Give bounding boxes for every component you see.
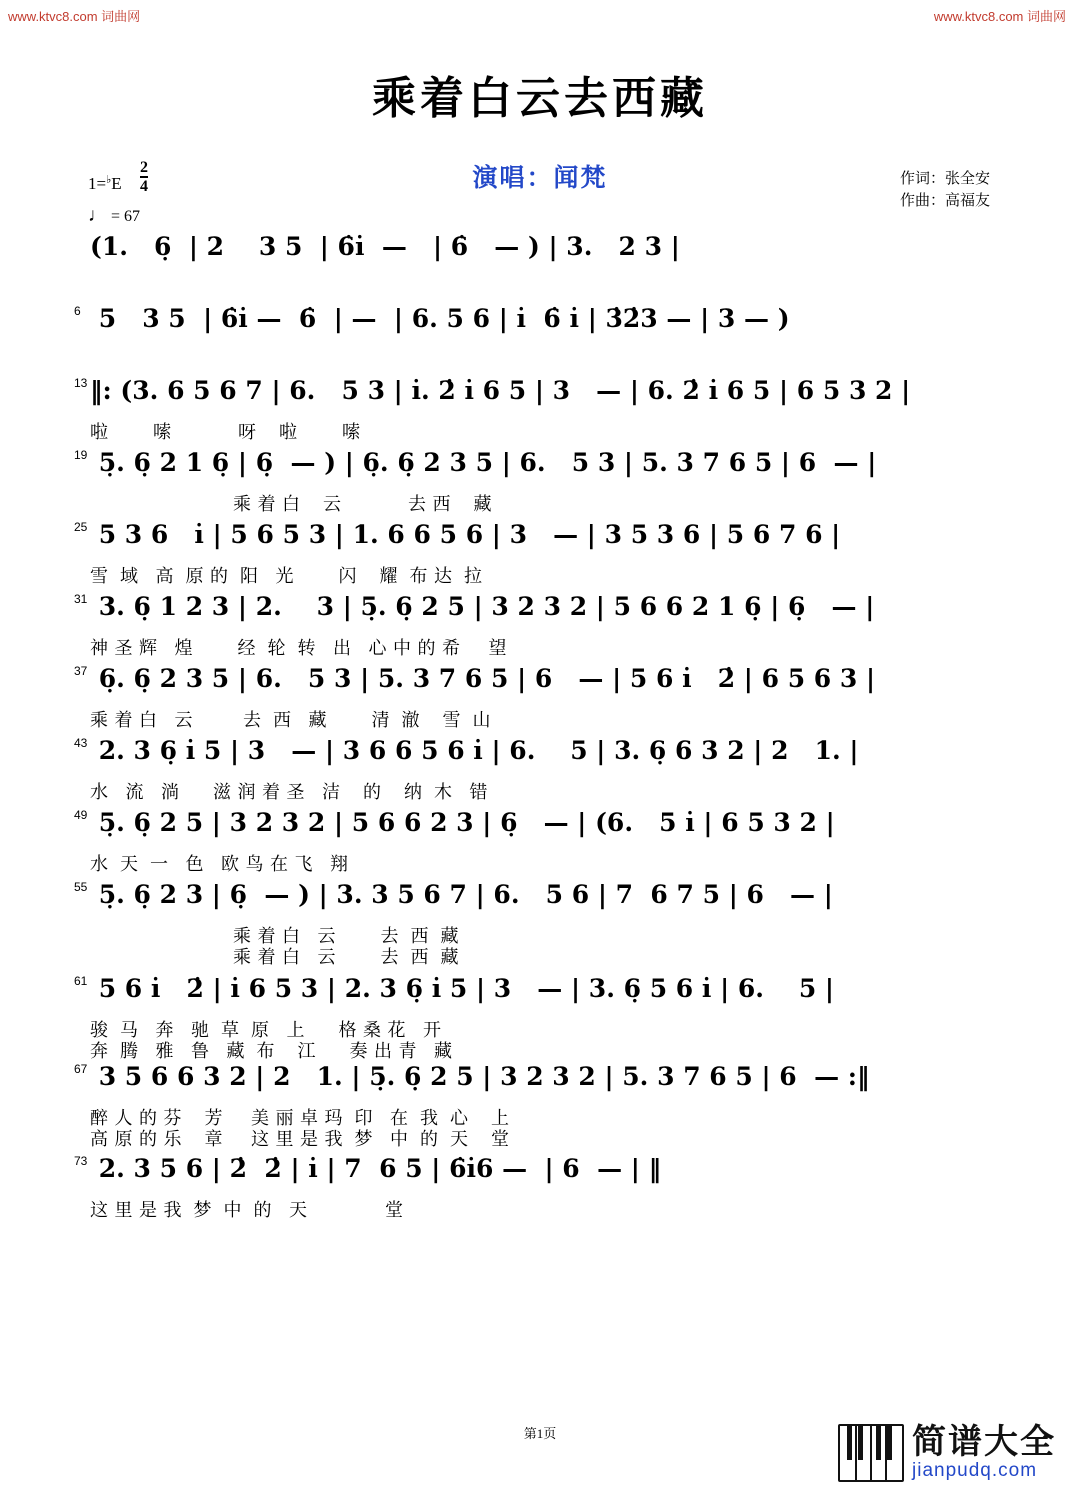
score-line [0,232,1080,304]
score-body [0,232,1080,1226]
lyrics-row: 骏 马 奔 驰 草 原 上 格 桑 花 开 [90,1020,442,1040]
credits [900,168,990,212]
lyrics-row-verse2: 乘 着 白 云 去 西 藏 [90,947,460,967]
notation-row: 5 3 6 i̇ | 5 6 5 3 | 1. 6 6 5 6 | 3 — | 3 5 3 6 | 5 6 7 6 | [90,520,841,549]
site-logo[interactable] [838,1424,1056,1482]
tempo-marking [88,205,140,227]
bar-number: 73 [74,1154,88,1168]
lyrics-row: 雪 域 高 原 的 阳 光 闪 耀 布 达 拉 [90,566,483,586]
watermark-right: www.ktvc8.com 词曲网 [933,9,1066,24]
bar-number: 31 [74,592,88,606]
composer-line: 作曲：高福友 [899,193,990,209]
lyrics-row-verse2: 奔 腾 雅 鲁 藏 布 江 奏 出 青 藏 [90,1041,453,1061]
page-footer: 第1页 [523,1426,557,1441]
bar-number: 67 [74,1062,88,1076]
bar-number: 25 [74,520,88,534]
lyrics-row: 这 里 是 我 梦 中 的 天 堂 [90,1200,404,1220]
key-label: 1= [88,174,107,193]
time-signature [140,160,148,195]
notation-row: 5 3 5 | 6̇i̇ — 6̇ | — | 6. 5 6 | i̇ 6̇ i̇ | 3̇2̇3 — | 3 — ) [90,304,790,333]
score-line [0,974,1080,1062]
score-line [0,520,1080,592]
score-line [0,880,1080,974]
watermark-left: www.ktvc8.com 词曲网 [8,9,141,24]
tempo-value: = 67 [111,208,141,225]
bar-number: 6 [74,304,81,318]
meter-denominator: 4 [139,178,148,195]
bar-number: 19 [74,448,88,462]
notation-row: 5 6 i̇ 2̇ | i̇ 6 5 3 | 2. 3 6̣ i̇ 5 | 3 — | 3. 6̣ 5 6 i̇ | 6. 5 | [90,974,835,1003]
key-accidental: ♭ [106,174,112,186]
lyrics-row: 乘 着 白 云 去 西 藏 [90,494,493,514]
lyrics-row: 神 圣 辉 煌 经 轮 转 出 心 中 的 希 望 [90,638,508,658]
page-title: 乘着白云去西藏 [372,73,708,124]
bar-number: 61 [74,974,88,988]
lyrics-row: 水 天 一 色 欧 鸟 在 飞 翔 [90,854,349,874]
notation-row: (1. 6̣ | 2 3 5 | 6̇i̇ — | 6̇ — ) | 3. 2 3 | [90,232,680,261]
notation-row: 3. 6̣ 1 2 3 | 2. 3 | 5̣. 6̣ 2 5 | 3 2 3 2 | 5 6 6 2 1 6̣ | 6̣ — | [90,592,875,621]
score-line [0,1062,1080,1154]
score-line [0,664,1080,736]
logo-title: 简谱大全 [912,1424,1056,1462]
bar-number: 49 [74,808,88,822]
lyrics-row: 水 流 淌 滋 润 着 圣 洁 的 纳 木 错 [90,782,489,802]
score-line [0,304,1080,376]
lyricist-line: 作词：张全安 [899,171,990,187]
lyrics-row: 乘 着 白 云 去 西 藏 清 澈 雪 山 [90,710,492,730]
score-line [0,736,1080,808]
lyrics-row: 乘 着 白 云 去 西 藏 [90,926,460,946]
key-signature [88,160,148,195]
lyrics-row: 啦 嗦 呀 啦 嗦 [90,422,361,442]
notation-row: 2. 3 6̣ i̇ 5 | 3 — | 3 6 6 5 6 i̇ | 6. 5 | 3. 6̣ 6 3 2 | 2 1. | [90,736,859,765]
singer-line: 演唱：闻梵 [472,165,608,192]
notation-row: 5̣. 6̣ 2 1 6̣ | 6̣ — ) | 6̣. 6̣ 2 3 5 | 6. 5 3 | 5. 3 7 6 5 | 6 — | [90,448,877,477]
bar-number: 43 [74,736,88,750]
meter-numerator: 2 [139,159,148,176]
logo-url: jianpudq.com [912,1459,1038,1481]
notation-row: 5̣. 6̣ 2 5 | 3 2 3 2 | 5 6 6 2 3 | 6̣ — | (6. 5 i̇ | 6 5 3 2 | [90,808,835,837]
bar-number: 55 [74,880,88,894]
notation-row: ‖: (3. 6 5 6 7 | 6. 5 3 | i̇. 2̇ i̇ 6 5 | 3 — | 6. 2̇ i̇ 6 5 | 6 5 3 2 | [90,376,911,405]
score-line [0,592,1080,664]
lyrics-row: 醉 人 的 芬 芳 美 丽 卓 玛 印 在 我 心 上 [90,1108,510,1128]
score-line [0,376,1080,448]
notation-row: 6̣. 6̣ 2 3 5 | 6. 5 3 | 5. 3 7 6 5 | 6 — | 5 6 i̇ 2̇ | 6 5 6 3 | [90,664,876,693]
notation-row: 5̣. 6̣ 2 3 | 6̣ — ) | 3. 3 5 6 7 | 6. 5 6 | 7 6 7 5 | 6 — | [90,880,833,909]
score-line [0,808,1080,880]
logo-text [912,1425,1056,1481]
lyrics-row-verse2: 高 原 的 乐 章 这 里 是 我 梦 中 的 天 堂 [90,1129,510,1149]
notation-row: 3 5 6 6 3 2 | 2 1. | 5̣. 6̣ 2 5 | 3 2 3 2 | 5. 3 7 6 5 | 6 — :‖ [90,1062,870,1091]
score-line [0,448,1080,520]
score-line [0,1154,1080,1226]
bar-number: 13 [74,376,88,390]
piano-icon [838,1424,904,1482]
quarter-note-icon: ♩ [88,205,107,226]
notation-row: 2. 3 5 6 | 2̇ 2̇ | i̇ | 7 6 5 | 6̇i̇6 — | 6 — | ‖ [90,1154,662,1183]
key-name: E [111,174,122,193]
bar-number: 37 [74,664,88,678]
